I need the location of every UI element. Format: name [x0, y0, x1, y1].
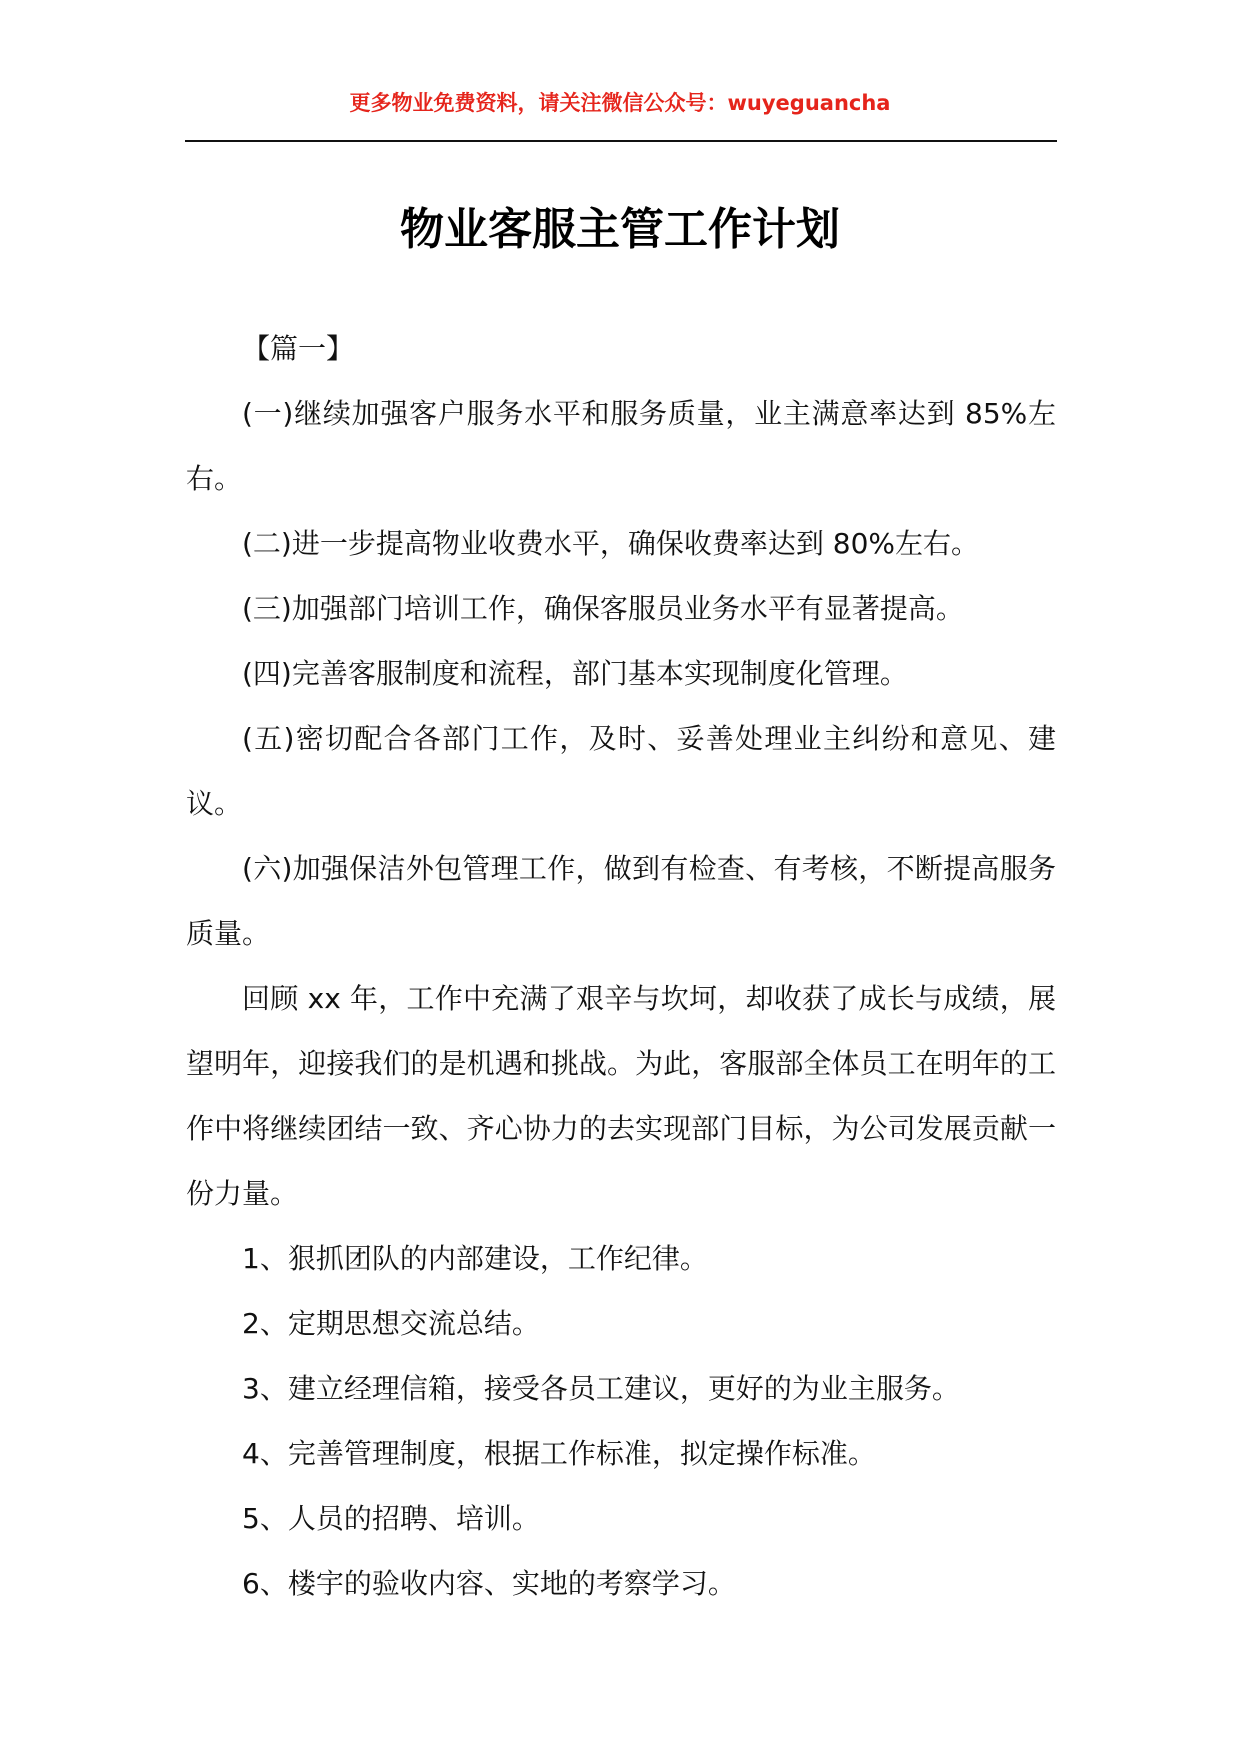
- list-item: 1、狠抓团队的内部建设，工作纪律。: [242, 1242, 708, 1275]
- paragraph-item: (三)加强部门培训工作，确保客服员业务水平有显著提高。: [242, 592, 964, 625]
- header-divider: [185, 140, 1057, 142]
- list-item: 5、人员的招聘、培训。: [242, 1502, 540, 1535]
- section-heading: 【篇一】: [242, 332, 355, 365]
- list-item: 4、完善管理制度，根据工作标准，拟定操作标准。: [242, 1437, 876, 1470]
- paragraph-review: 回顾 xx 年，工作中充满了艰辛与坎坷，却收获了成长与成绩，展望明年，迎接我们的是机遇和挑战。为此，客服部全体员工在明年的工作中将继续团结一致、齐心协力的去实现部门目标，为公司发展贡献一份力量。: [186, 982, 1056, 1210]
- document-title: 物业客服主管工作计划: [400, 204, 840, 255]
- header-promo-note: 更多物业免费资料，请关注微信公众号：wuyeguancha: [349, 91, 891, 115]
- paragraph-item: (四)完善客服制度和流程，部门基本实现制度化管理。: [242, 657, 908, 690]
- document-body: [186, 316, 1056, 1616]
- list-item: 3、建立经理信箱，接受各员工建议，更好的为业主服务。: [242, 1372, 960, 1405]
- paragraph-item: (一)继续加强客户服务水平和服务质量，业主满意率达到 85%左右。: [186, 397, 1056, 495]
- list-item: 6、楼宇的验收内容、实地的考察学习。: [242, 1567, 736, 1600]
- paragraph-item: (二)进一步提高物业收费水平，确保收费率达到 80%左右。: [242, 527, 979, 560]
- list-item: 2、定期思想交流总结。: [242, 1307, 540, 1340]
- paragraph-item: (六)加强保洁外包管理工作，做到有检查、有考核，不断提高服务质量。: [186, 852, 1056, 950]
- paragraph-item: (五)密切配合各部门工作，及时、妥善处理业主纠纷和意见、建议。: [186, 722, 1056, 820]
